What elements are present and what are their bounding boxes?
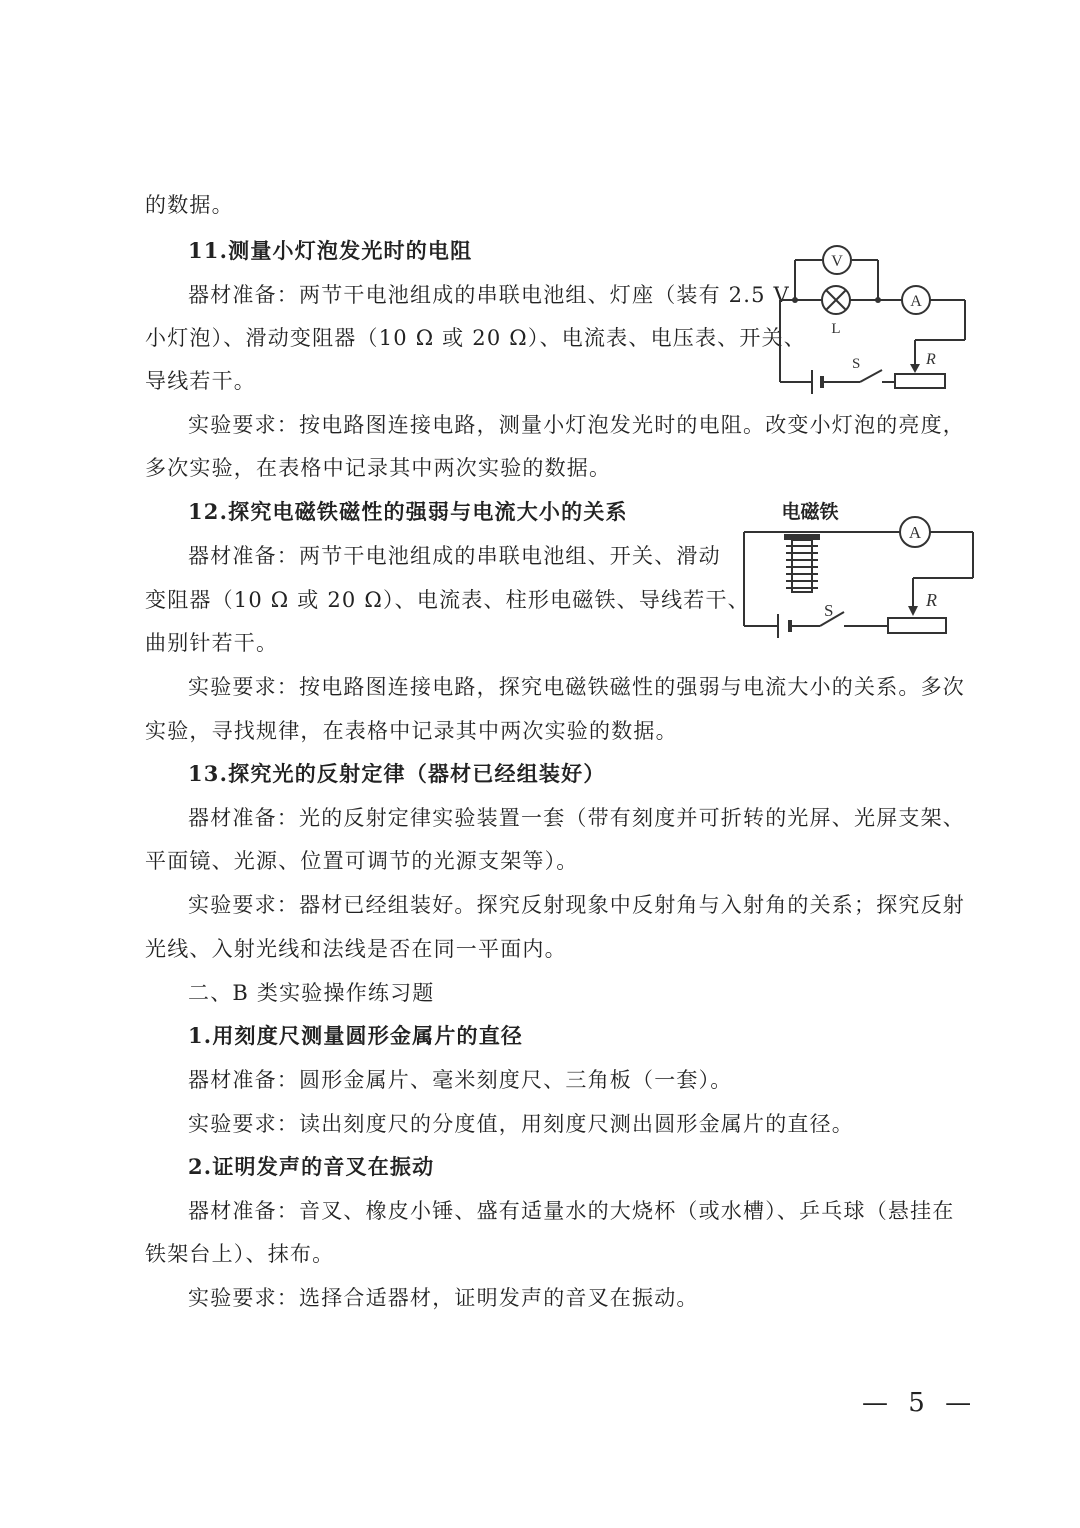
text-line: 多次实验，在表格中记录其中两次实验的数据。 <box>145 456 612 480</box>
circuit-diagram-electromagnet-svg <box>740 498 980 648</box>
text-line: 器材准备：两节干电池组成的串联电池组、开关、滑动 <box>188 544 721 568</box>
ammeter-label: A <box>910 293 922 310</box>
text-line: 实验要求：读出刻度尺的分度值，用刻度尺测出圆形金属片的直径。 <box>188 1112 854 1136</box>
text-line: 器材准备：光的反射定律实验装置一套（带有刻度并可折转的光屏、光屏支架、 <box>188 806 965 830</box>
text-line: 实验要求：按电路图连接电路，测量小灯泡发光时的电阻。改变小灯泡的亮度， <box>188 413 965 437</box>
text-line: 实验要求：按电路图连接电路，探究电磁铁磁性的强弱与电流大小的关系。多次 <box>188 675 965 699</box>
section-heading-b2: 2.证明发声的音叉在振动 <box>188 1154 435 1179</box>
electromagnet-title: 电磁铁 <box>781 501 839 523</box>
section-heading-12: 12.探究电磁铁磁性的强弱与电流大小的关系 <box>188 499 628 524</box>
text-line: 实验，寻找规律，在表格中记录其中两次实验的数据。 <box>145 719 678 743</box>
circuit-diagram-electromagnet <box>740 498 980 652</box>
page-number: — 5 — <box>862 1388 978 1418</box>
rheostat-label: R <box>926 351 936 368</box>
text-line: 光线、入射光线和法线是否在同一平面内。 <box>145 937 567 961</box>
circuit-diagram-lamp <box>770 240 980 399</box>
lamp-label: L <box>831 321 841 337</box>
section-heading-13: 13.探究光的反射定律（器材已经组装好） <box>188 761 606 786</box>
rheostat-label: R <box>926 590 937 610</box>
text-line: 曲别针若干。 <box>145 631 279 655</box>
text-line: 导线若干。 <box>145 369 256 393</box>
text-line: 器材准备：圆形金属片、毫米刻度尺、三角板（一套）。 <box>188 1068 733 1092</box>
text-line: 实验要求：器材已经组装好。探究反射现象中反射角与入射角的关系；探究反射 <box>188 893 965 917</box>
text-line: 平面镜、光源、位置可调节的光源支架等）。 <box>145 849 579 873</box>
text-line: 小灯泡）、滑动变阻器（10 Ω 或 20 Ω）、电流表、电压表、开关、 <box>145 326 806 350</box>
text-line: 实验要求：选择合适器材，证明发声的音叉在振动。 <box>188 1286 699 1310</box>
text-line: 器材准备：音叉、橡皮小锤、盛有适量水的大烧杯（或水槽）、乒乓球（悬挂在 <box>188 1199 955 1223</box>
switch-label: S <box>824 601 834 620</box>
text-line: 的数据。 <box>145 193 234 217</box>
section-heading-b1: 1.用刻度尺测量圆形金属片的直径 <box>188 1023 524 1048</box>
voltmeter-label: V <box>831 253 843 270</box>
section-heading-b: 二、B 类实验操作练习题 <box>188 981 435 1005</box>
switch-label: S <box>852 356 861 372</box>
text-line: 器材准备：两节干电池组成的串联电池组、灯座（装有 2.5 V <box>188 283 790 307</box>
text-line: 铁架台上）、抹布。 <box>145 1242 335 1266</box>
ammeter-label: A <box>908 523 922 542</box>
circuit-diagram-lamp-svg <box>770 240 980 395</box>
section-heading-11: 11.测量小灯泡发光时的电阻 <box>188 238 473 263</box>
text-line: 变阻器（10 Ω 或 20 Ω）、电流表、柱形电磁铁、导线若干、 <box>145 588 750 612</box>
